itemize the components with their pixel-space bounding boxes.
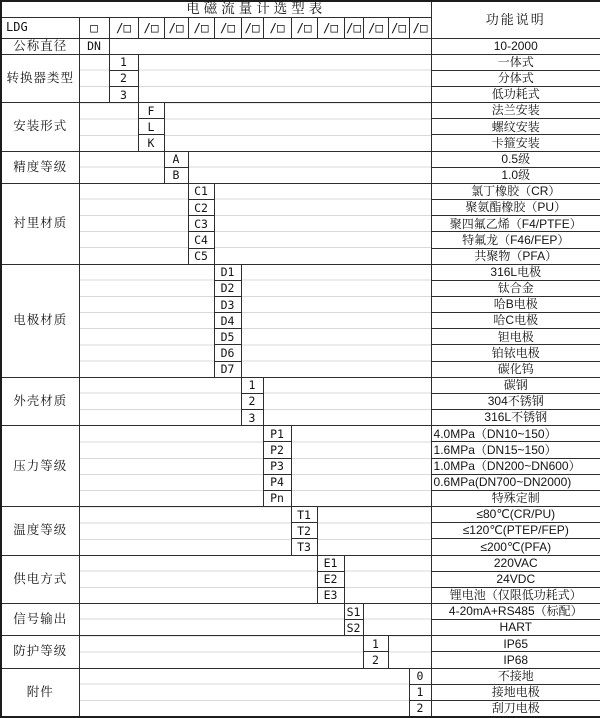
option-row: [1, 377, 600, 393]
option-code: C5: [188, 248, 214, 264]
option-code: P2: [263, 442, 291, 458]
option-code: P4: [263, 474, 291, 490]
option-code: C3: [188, 216, 214, 232]
group-label: 温度等级: [1, 507, 79, 555]
model-code-slot: /□: [164, 17, 188, 38]
merged-empty-cell: [317, 507, 431, 555]
option-code: 1: [241, 377, 263, 393]
option-description: 0.6MPa(DN700~DN2000): [431, 474, 600, 490]
option-code: T3: [291, 539, 317, 555]
group-label: 防护等级: [1, 636, 79, 668]
model-code-slot: /□: [363, 17, 388, 38]
option-description: ≤120℃(PTEP/FEP): [431, 523, 600, 539]
option-description: 碳化钨: [431, 361, 600, 377]
option-description: 316L电极: [431, 264, 600, 280]
function-column-header: 功能说明: [431, 1, 600, 38]
option-code: 2: [363, 652, 388, 668]
option-description: 氯丁橡胶（CR）: [431, 183, 600, 199]
option-code: C1: [188, 183, 214, 199]
group-label: 信号输出: [1, 603, 79, 635]
merged-empty-cell: [79, 668, 409, 716]
option-description: 低功耗式: [431, 86, 600, 102]
group-label: 附件: [1, 668, 79, 716]
merged-empty-cell: [164, 103, 431, 151]
merged-empty-cell: [79, 555, 317, 603]
option-description: 螺纹安装: [431, 119, 600, 135]
merged-empty-cell: [241, 264, 431, 377]
option-description: ≤80℃(CR/PU): [431, 507, 600, 523]
option-row: [1, 426, 600, 442]
option-description: 刮刀电极: [431, 700, 600, 716]
model-code-slot: /□: [388, 17, 409, 38]
option-description: 不接地: [431, 668, 600, 684]
merged-empty-cell: [79, 183, 188, 264]
group-label: 外壳材质: [1, 377, 79, 425]
group-label: 供电方式: [1, 555, 79, 603]
option-code: 0: [409, 668, 431, 684]
option-row: [1, 555, 600, 571]
option-row: [1, 264, 600, 280]
option-description: 分体式: [431, 70, 600, 86]
merged-empty-cell: [79, 54, 109, 102]
option-code: 2: [241, 393, 263, 409]
option-code: D1: [214, 264, 241, 280]
group-label: 电极材质: [1, 264, 79, 377]
option-description: 哈B电极: [431, 297, 600, 313]
option-row: [1, 636, 600, 652]
merged-empty-cell: [363, 603, 431, 635]
option-code: 2: [109, 70, 138, 86]
option-description: 钛合金: [431, 280, 600, 296]
model-code-slot: /□: [263, 17, 291, 38]
merged-empty-cell: [79, 264, 214, 377]
option-description: 钽电极: [431, 329, 600, 345]
option-description: 304不锈钢: [431, 393, 600, 409]
option-code: 1: [109, 54, 138, 70]
model-prefix: LDG: [1, 17, 79, 38]
option-description: 碳钢: [431, 377, 600, 393]
group-label: 压力等级: [1, 426, 79, 507]
option-code: K: [138, 135, 164, 151]
model-code-slot: /□: [317, 17, 344, 38]
option-description: 24VDC: [431, 571, 600, 587]
option-row: [1, 603, 600, 619]
option-description: 316L不锈钢: [431, 410, 600, 426]
option-description: 法兰安装: [431, 103, 600, 119]
option-code: C2: [188, 200, 214, 216]
option-code: D2: [214, 280, 241, 296]
group-label: 安装形式: [1, 103, 79, 151]
option-row: [1, 54, 600, 70]
option-row: [1, 507, 600, 523]
merged-empty-cell: [79, 151, 164, 183]
model-code-slot: /□: [344, 17, 363, 38]
group-label: 公称直径: [1, 38, 79, 54]
option-row: [1, 183, 600, 199]
title-row: [1, 1, 600, 17]
option-code: T1: [291, 507, 317, 523]
merged-empty-cell: [388, 636, 431, 668]
merged-empty-cell: [291, 426, 431, 507]
option-description: 接地电极: [431, 684, 600, 700]
option-description: 哈C电极: [431, 313, 600, 329]
option-description: IP65: [431, 636, 600, 652]
group-label: 衬里材质: [1, 183, 79, 264]
model-code-slot: /□: [409, 17, 431, 38]
option-code: 3: [241, 410, 263, 426]
option-code: S2: [344, 620, 363, 636]
model-code-slot: /□: [138, 17, 164, 38]
page-title: 电磁流量计选型表: [1, 1, 431, 17]
option-description: 1.0级: [431, 167, 600, 183]
merged-empty-cell: [344, 555, 431, 603]
model-code-slot: /□: [291, 17, 317, 38]
model-first-slot: □: [79, 17, 109, 38]
merged-empty-cell: [138, 54, 431, 102]
option-description: 4-20mA+RS485（标配）: [431, 603, 600, 619]
option-code: D4: [214, 313, 241, 329]
option-description: 220VAC: [431, 555, 600, 571]
option-description: 锂电池（仅限低功耗式）: [431, 587, 600, 603]
model-code-slot: /□: [188, 17, 214, 38]
option-description: 铂铱电极: [431, 345, 600, 361]
option-description: 特殊定制: [431, 490, 600, 506]
option-code: E3: [317, 587, 344, 603]
option-code: T2: [291, 523, 317, 539]
option-row: [1, 668, 600, 684]
option-code: D7: [214, 361, 241, 377]
option-description: ≤200℃(PFA): [431, 539, 600, 555]
option-description: HART: [431, 620, 600, 636]
option-description: 0.5级: [431, 151, 600, 167]
option-code: P1: [263, 426, 291, 442]
option-code: 1: [363, 636, 388, 652]
option-code: C4: [188, 232, 214, 248]
option-description: 1.6MPa（DN15~150）: [431, 442, 600, 458]
option-description: 4.0MPa（DN10~150）: [431, 426, 600, 442]
option-code: E2: [317, 571, 344, 587]
option-code: Pn: [263, 490, 291, 506]
model-code-slot: /□: [214, 17, 241, 38]
option-description: 特氟龙（F46/FEP）: [431, 232, 600, 248]
option-description: 10-2000: [431, 38, 600, 54]
merged-empty-cell: [109, 38, 431, 54]
option-code: 1: [409, 684, 431, 700]
merged-empty-cell: [79, 507, 291, 555]
option-description: IP68: [431, 652, 600, 668]
merged-empty-cell: [79, 377, 241, 425]
option-code: 3: [109, 86, 138, 102]
option-row: [1, 151, 600, 167]
option-code: S1: [344, 603, 363, 619]
merged-empty-cell: [188, 151, 431, 183]
merged-empty-cell: [263, 377, 431, 425]
merged-empty-cell: [79, 103, 138, 151]
option-code: F: [138, 103, 164, 119]
option-description: 聚氨酯橡胶（PU）: [431, 200, 600, 216]
option-description: 聚四氟乙烯（F4/PTFE）: [431, 216, 600, 232]
option-description: 共聚物（PFA）: [431, 248, 600, 264]
group-label: 转换器类型: [1, 54, 79, 102]
option-code: D3: [214, 297, 241, 313]
merged-empty-cell: [79, 603, 344, 635]
model-code-slot: /□: [241, 17, 263, 38]
model-code-slot: /□: [109, 17, 138, 38]
option-row: [1, 38, 600, 54]
option-code: E1: [317, 555, 344, 571]
option-code: 2: [409, 700, 431, 716]
option-code: D5: [214, 329, 241, 345]
option-code: D6: [214, 345, 241, 361]
option-code: B: [164, 167, 188, 183]
option-code: A: [164, 151, 188, 167]
option-code: L: [138, 119, 164, 135]
merged-empty-cell: [214, 183, 431, 264]
group-label: 精度等级: [1, 151, 79, 183]
option-description: 卡箍安装: [431, 135, 600, 151]
merged-empty-cell: [79, 426, 263, 507]
option-code: DN: [79, 38, 109, 54]
option-code: P3: [263, 458, 291, 474]
option-row: [1, 103, 600, 119]
option-description: 1.0MPa（DN200~DN600）: [431, 458, 600, 474]
option-description: 一体式: [431, 54, 600, 70]
merged-empty-cell: [79, 636, 363, 668]
